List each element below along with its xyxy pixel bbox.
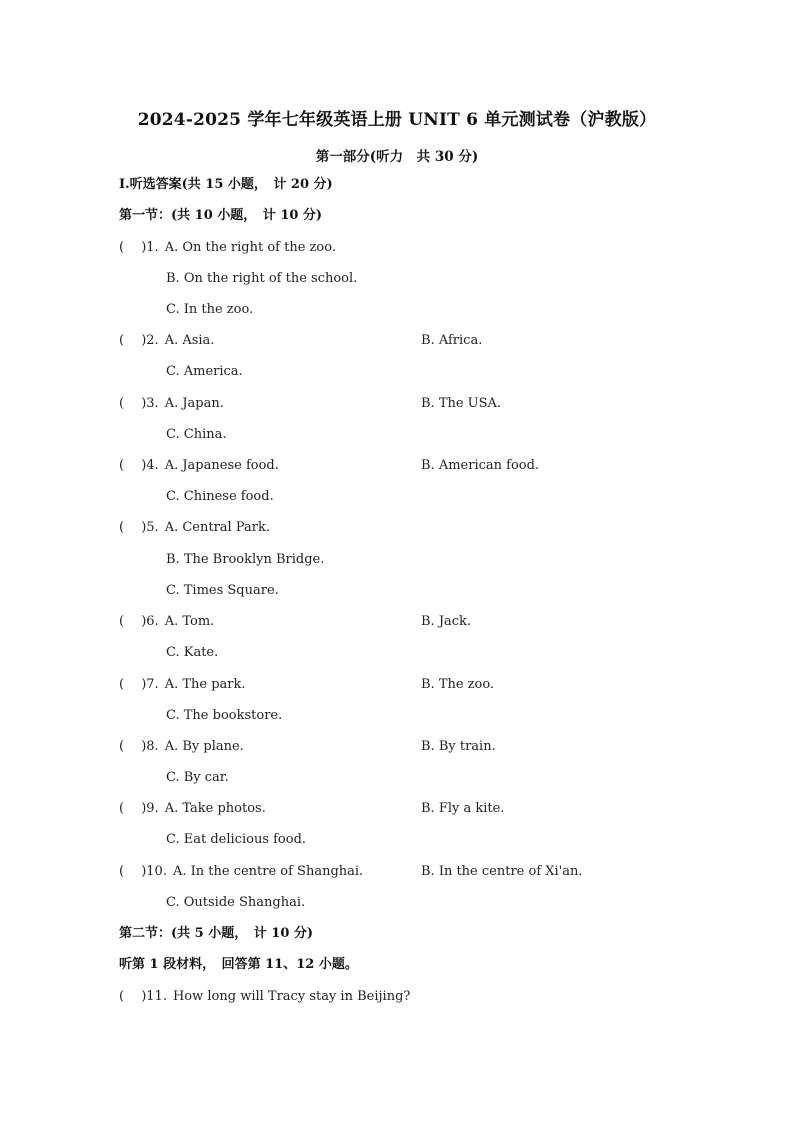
question-8-option-a: A. By plane. xyxy=(164,739,244,754)
question-2-row xyxy=(119,332,214,350)
question-1-option-c: C. In the zoo. xyxy=(166,302,254,317)
question-8-number: ( )8. xyxy=(119,739,159,754)
question-2-option-b: B. Africa. xyxy=(421,333,483,348)
question-9-option-b: B. Fly a kite. xyxy=(421,801,505,816)
question-10-option-b: B. In the centre of Xi'an. xyxy=(421,864,583,879)
sub2-heading: 第二节：(共 5 小题， 计 10 分) xyxy=(119,926,314,941)
question-10-number: ( )10. xyxy=(119,864,167,879)
question-1-option-b: B. On the right of the school. xyxy=(166,271,358,286)
question-9-option-a: A. Take photos. xyxy=(164,801,266,816)
question-6-number: ( )6. xyxy=(119,614,159,629)
question-10-option-a: A. In the centre of Shanghai. xyxy=(172,864,364,879)
question-2-option-a: A. Asia. xyxy=(164,333,215,348)
question-2-number: ( )2. xyxy=(119,333,159,348)
question-3-option-c: C. China. xyxy=(166,427,227,442)
question-1-row xyxy=(119,239,336,257)
material1-heading: 听第 1 段材料， 回答第 11、12 小题。 xyxy=(119,957,358,972)
question-5-option-b: B. The Brooklyn Bridge. xyxy=(166,552,325,567)
sub1-heading: 第一节：(共 10 小题， 计 10 分) xyxy=(119,208,323,223)
question-1-option-a: A. On the right of the zoo. xyxy=(164,240,336,255)
question-3-row xyxy=(119,395,224,413)
question-3-option-a: A. Japan. xyxy=(164,396,224,411)
question-5-option-c: C. Times Square. xyxy=(166,583,279,598)
question-7-number: ( )7. xyxy=(119,677,159,692)
part1-title: 第一部分(听力 共 30 分) xyxy=(315,149,479,165)
question-6-option-a: A. Tom. xyxy=(164,614,215,629)
question-6-option-b: B. Jack. xyxy=(421,614,472,629)
question-8-option-b: B. By train. xyxy=(421,739,496,754)
question-6-option-c: C. Kate. xyxy=(166,645,219,660)
question-4-number: ( )4. xyxy=(119,458,159,473)
exam-title: 2024-2025 学年七年级英语上册 UNIT 6 单元测试卷（沪教版） xyxy=(137,110,657,130)
question-4-option-c: C. Chinese food. xyxy=(166,489,274,504)
question-9-row xyxy=(119,800,266,818)
question-9-number: ( )9. xyxy=(119,801,159,816)
question-3-number: ( )3. xyxy=(119,396,159,411)
question-5-option-a: A. Central Park. xyxy=(164,520,270,535)
question-6-row xyxy=(119,613,214,631)
section1-heading: Ⅰ.听选答案(共 15 小题， 计 20 分) xyxy=(119,177,333,192)
question-4-option-a: A. Japanese food. xyxy=(164,458,279,473)
question-3-option-b: B. The USA. xyxy=(421,396,502,411)
question-2-option-c: C. America. xyxy=(166,364,243,379)
question-4-row xyxy=(119,457,279,475)
question-10-option-c: C. Outside Shanghai. xyxy=(166,895,306,910)
question-8-row xyxy=(119,738,244,756)
question-7-option-a: A. The park. xyxy=(164,677,246,692)
question-1-number: ( )1. xyxy=(119,240,159,255)
question-5-number: ( )5. xyxy=(119,520,159,535)
question-11-text: How long will Tracy stay in Beijing? xyxy=(172,989,411,1004)
question-8-option-c: C. By car. xyxy=(166,770,229,785)
question-7-option-c: C. The bookstore. xyxy=(166,708,283,723)
question-4-option-b: B. American food. xyxy=(421,458,540,473)
question-7-row xyxy=(119,676,246,694)
question-7-option-b: B. The zoo. xyxy=(421,677,495,692)
question-11-number: ( )11. xyxy=(119,989,167,1004)
question-9-option-c: C. Eat delicious food. xyxy=(166,832,307,847)
question-5-row xyxy=(119,519,270,537)
question-10-row xyxy=(119,863,363,881)
question-11-row xyxy=(119,988,410,1006)
